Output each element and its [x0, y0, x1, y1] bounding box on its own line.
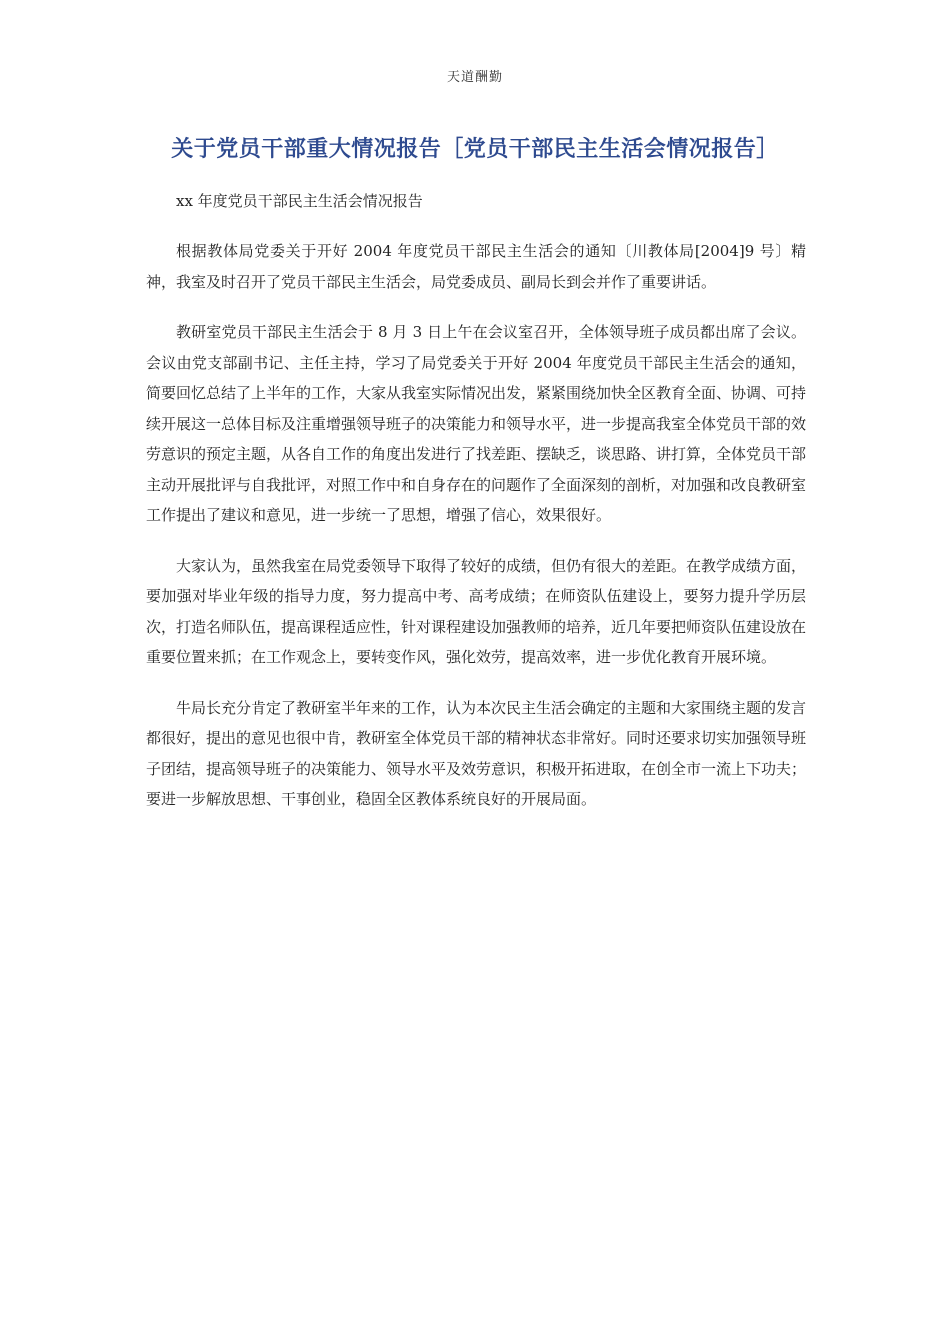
paragraph-3: 大家认为，虽然我室在局党委领导下取得了较好的成绩，但仍有很大的差距。在教学成绩方面，要加强对毕业年级的指导力度，努力提高中考、高考成绩；在师资队伍建设上，要努力提升学历层次，打造名师队伍，提高课程适应性，针对课程建设加强教师的培养，近几年要把师资队伍建设放在重要位置来抓；在工作观念上，要转变作风，强化效劳，提高效率，进一步优化教育开展环境。 [146, 556, 807, 666]
document-body [146, 186, 806, 815]
document-subtitle: xx 年度党员干部民主生活会情况报告 [176, 192, 423, 210]
page-header: 天道酬勤 [446, 70, 503, 85]
paragraph-4: 牛局长充分肯定了教研室半年来的工作，认为本次民主生活会确定的主题和大家围绕主题的发言都很好，提出的意见也很中肯，教研室全体党员干部的精神状态非常好。同时还要求切实加强领导班子团结，提高领导班子的决策能力、领导水平及效劳意识，积极开拓进取，在创全市一流上下功夫；要进一步解放思想、干事创业，稳固全区教体系统良好的开展局面。 [146, 698, 807, 808]
paragraph-1: 根据教体局党委关于开好 2004 年度党员干部民主生活会的通知〔川教体局[2004]9 号〕精神，我室及时召开了党员干部民主生活会，局党委成员、副局长到会并作了重要讲话。 [146, 242, 806, 291]
document-title: 关于党员干部重大情况报告［党员干部民主生活会情况报告］ [171, 137, 779, 162]
paragraph-2: 教研室党员干部民主生活会于 8 月 3 日上午在会议室召开，全体领导班子成员都出席了会议。会议由党支部副书记、主任主持，学习了局党委关于开好 2004 年度党员干部民主生活会的通知，简要回忆总结了上半年的工作，大家从我室实际情况出发，紧紧围绕加快全区教育全面、协调、可持续开展这一总体目标及注重增强领导班子的决策能力和领导水平，进一步提高我室全体党员干部的效劳意识的预定主题，从各自工作的角度出发进行了找差距、摆缺乏，谈思路、讲打算，全体党员干部主动开展批评与自我批评，对照工作中和自身存在的问题作了全面深刻的剖析，对加强和改良教研室工作提出了建议和意见，进一步统一了思想，增强了信心，效果很好。 [146, 323, 807, 524]
